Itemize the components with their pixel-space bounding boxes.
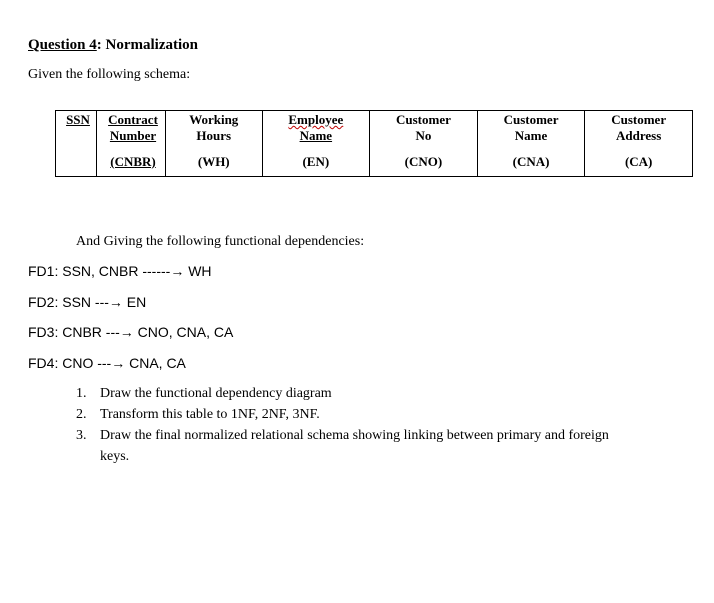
question-title: [28, 37, 198, 54]
column-employee-name-abbr: (EN): [302, 154, 330, 169]
column-customer-name-abbr: (CNA): [512, 154, 550, 169]
column-employee-name-line2: Name: [299, 128, 333, 143]
column-customer-no-line1: Customer: [395, 112, 451, 127]
column-ssn: [56, 111, 97, 177]
dependency-fd3: FD3: CNBR ---→ CNO, CNA, CA: [28, 324, 234, 340]
column-customer-address-line2: Address: [616, 128, 662, 143]
task-text: Draw the final normalized relational schema showing linking between primary and foreign keys.: [100, 428, 609, 464]
column-working-hours-abbr: (WH): [197, 154, 230, 169]
task-text: Draw the functional dependency diagram: [100, 386, 332, 401]
schema-row: [56, 111, 693, 177]
column-customer-name-line1: Customer: [503, 112, 559, 127]
column-employee-name: [262, 111, 370, 177]
dependency-fd4: FD4: CNO ---→ CNA, CA: [28, 355, 186, 371]
column-customer-name-line2: Name: [514, 128, 548, 143]
question-number: Question 4: [28, 37, 97, 53]
column-customer-no-line2: No: [415, 128, 432, 143]
task-item: [76, 404, 636, 425]
column-customer-address: [585, 111, 693, 177]
task-list: [76, 383, 636, 467]
question-topic: : Normalization: [96, 37, 198, 53]
column-ssn-label: SSN: [66, 112, 90, 127]
column-contract-number-abbr: (CNBR): [110, 154, 156, 169]
column-customer-address-line1: Customer: [611, 112, 667, 127]
column-working-hours: [166, 111, 263, 177]
task-item: [76, 425, 636, 467]
task-number: 2.: [76, 407, 87, 422]
column-contract-number-line2: Number: [109, 128, 157, 143]
task-item: [76, 383, 636, 404]
column-contract-number-line1: Contract: [108, 112, 158, 127]
task-number: 1.: [76, 386, 87, 401]
schema-intro: Given the following schema:: [28, 67, 191, 82]
column-working-hours-line1: Working: [189, 112, 239, 127]
column-employee-name-line1: Employee: [288, 112, 344, 127]
task-text: Transform this table to 1NF, 2NF, 3NF.: [100, 407, 320, 422]
column-customer-address-abbr: (CA): [624, 154, 653, 169]
dependencies-intro: And Giving the following functional dependencies:: [76, 234, 365, 249]
dependency-fd1: FD1: SSN, CNBR ------→ WH: [28, 263, 212, 279]
column-working-hours-line2: Hours: [196, 128, 232, 143]
column-customer-name: [477, 111, 585, 177]
column-customer-no-abbr: (CNO): [404, 154, 443, 169]
column-customer-no: [370, 111, 478, 177]
task-number: 3.: [76, 428, 87, 443]
column-contract-number: [97, 111, 166, 177]
schema-table: [55, 110, 693, 177]
dependency-fd2: FD2: SSN ---→ EN: [28, 294, 147, 310]
